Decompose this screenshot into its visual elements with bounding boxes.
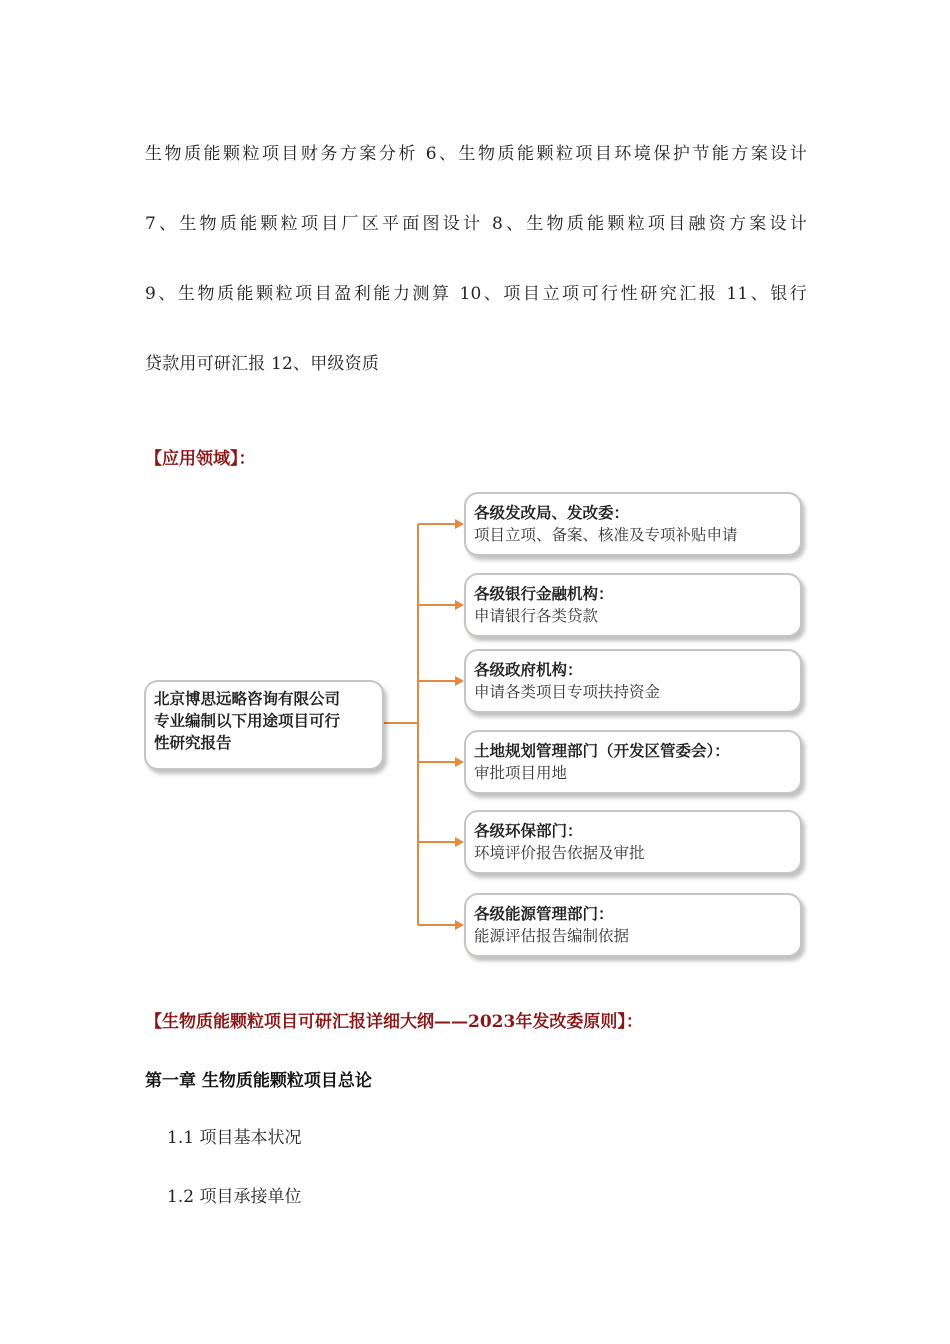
branch-box-government [464, 649, 802, 713]
branch-title: 各级政府机构： [474, 661, 583, 679]
diagram-main-box [144, 680, 384, 770]
intro-line-2: 7、生物质能颗粒项目厂区平面图设计 8、生物质能颗粒项目融资方案设计 [145, 214, 807, 234]
arrow-6 [455, 920, 464, 930]
branch-desc: 能源评估报告编制依据 [474, 927, 630, 945]
branch-box-bank [464, 573, 802, 637]
main-box-line-1: 北京博思远略咨询有限公司 [154, 690, 341, 708]
main-box-line-3: 性研究报告 [154, 734, 232, 752]
branch-desc: 项目立项、备案、核准及专项补贴申请 [474, 526, 738, 544]
section-1-1: 1.1 项目基本状况 [167, 1128, 302, 1148]
arrow-5 [455, 837, 464, 847]
arrow-3 [455, 676, 464, 686]
branch-title: 各级发改局、发改委： [474, 504, 630, 522]
branch-title: 各级能源管理部门： [474, 905, 614, 923]
branch-box-environment [464, 810, 802, 874]
chapter-title: 第一章 生物质能颗粒项目总论 [145, 1071, 372, 1091]
section-1-2: 1.2 项目承接单位 [167, 1187, 302, 1207]
application-heading: 【应用领域】： [145, 449, 256, 469]
branch-box-land [464, 730, 802, 794]
branch-title: 土地规划管理部门（开发区管委会）： [474, 742, 730, 760]
arrow-4 [455, 757, 464, 767]
branch-title: 各级环保部门： [474, 822, 583, 840]
arrow-2 [455, 600, 464, 610]
branch-desc: 审批项目用地 [474, 764, 568, 782]
branch-desc: 申请银行各类贷款 [474, 607, 599, 625]
outline-heading: 【生物质能颗粒项目可研汇报详细大纲——2023年发改委原则】： [145, 1012, 643, 1032]
branch-desc: 申请各类项目专项扶持资金 [474, 683, 661, 701]
branch-desc: 环境评价报告依据及审批 [474, 844, 645, 862]
intro-line-1: 生物质能颗粒项目财务方案分析 6、生物质能颗粒项目环境保护节能方案设计 [145, 144, 807, 164]
main-box-line-2: 专业编制以下用途项目可行 [154, 712, 341, 730]
arrow-1 [455, 519, 464, 529]
intro-line-4: 贷款用可研汇报 12、甲级资质 [145, 354, 380, 374]
branch-box-ndrc [464, 492, 802, 556]
branch-box-energy [464, 893, 802, 957]
intro-line-3: 9、生物质能颗粒项目盈利能力测算 10、项目立项可行性研究汇报 11、银行 [145, 284, 807, 304]
branch-title: 各级银行金融机构： [474, 585, 614, 603]
